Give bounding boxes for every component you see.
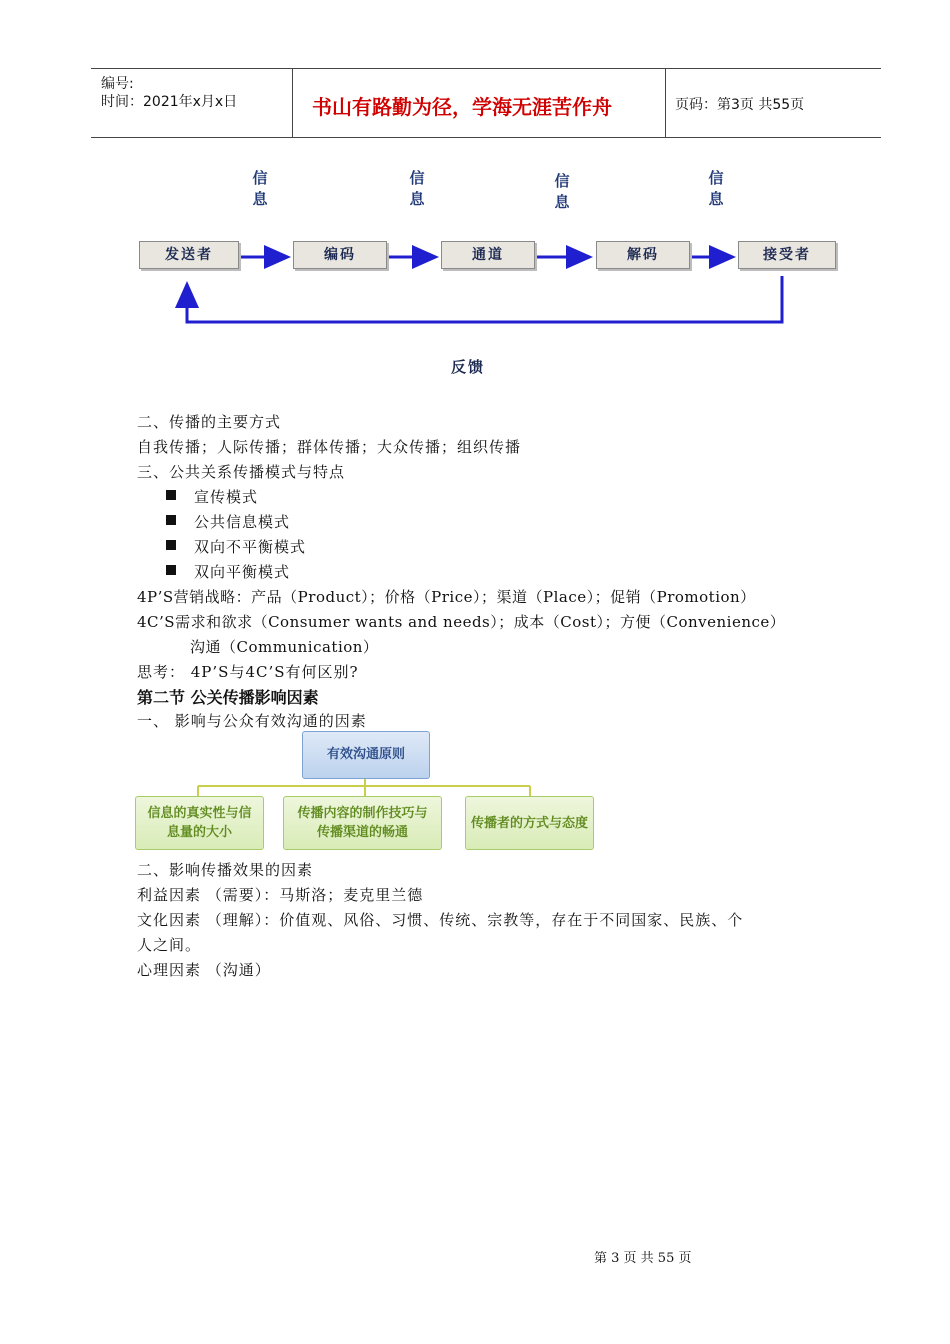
header-page-cell <box>665 69 881 137</box>
principle-leaf-1-line2: 息量的大小 <box>166 825 232 840</box>
list-item: 双向平衡模式 <box>194 563 291 581</box>
info-label-2: 信 息 <box>409 169 425 208</box>
header-table <box>91 68 881 138</box>
node-receiver: 接受者 <box>738 241 836 269</box>
section3-heading: 三、公共关系传播模式与特点 <box>137 463 346 481</box>
node-decode: 解码 <box>596 241 690 269</box>
section2-modes: 自我传播；人际传播；群体传播；大众传播；组织传播 <box>137 438 522 456</box>
bullet-icon <box>166 515 176 525</box>
four-c-line2: 沟通（Communication） <box>190 638 379 656</box>
principle-leaf-1 <box>135 796 264 850</box>
principle-leaf-3 <box>465 796 594 850</box>
page-info: 页码：第3页 共55页 <box>675 97 805 113</box>
feedback-arrow <box>187 276 782 322</box>
principle-root: 有效沟通原则 <box>302 731 430 779</box>
header-left-cell <box>91 69 293 137</box>
bullet-icon <box>166 490 176 500</box>
effects-culture-line1: 文化因素 （理解）：价值观、风俗、习惯、传统、宗教等，存在于不同国家、民族、个 <box>137 911 744 929</box>
info-label-1: 信 息 <box>252 169 268 208</box>
header-motto-cell <box>292 69 666 137</box>
effects-psych: 心理因素 （沟通） <box>137 961 271 979</box>
chapter-sub1: 一、 影响与公众有效沟通的因素 <box>137 712 367 730</box>
page-footer: 第 3 页 共 55 页 <box>594 1251 692 1266</box>
list-item: 双向不平衡模式 <box>194 538 307 556</box>
principle-leaf-2-line2: 传播渠道的畅通 <box>316 825 408 840</box>
chapter-title: 第二节 公关传播影响因素 <box>137 688 319 707</box>
communication-flow-diagram <box>130 160 850 390</box>
principle-leaf-2 <box>283 796 442 850</box>
serial-label: 编号: <box>101 76 134 92</box>
principle-leaf-2-line1: 传播内容的制作技巧与 <box>297 806 428 821</box>
node-encode: 编码 <box>293 241 387 269</box>
think-question: 思考： 4P’S与4C’S有何区别? <box>137 663 359 681</box>
info-label-3: 信 息 <box>554 172 570 211</box>
node-sender: 发送者 <box>139 241 239 269</box>
motto: 书山有路勤为径，学海无涯苦作舟 <box>312 95 612 119</box>
bullet-icon <box>166 565 176 575</box>
list-item: 宣传模式 <box>194 488 259 506</box>
feedback-label: 反馈 <box>451 358 486 376</box>
flow-arrows <box>130 160 850 390</box>
info-label-4: 信 息 <box>708 169 724 208</box>
effects-heading: 二、影响传播效果的因素 <box>137 861 314 879</box>
effects-culture-line2: 人之间。 <box>137 936 202 954</box>
four-c-line1: 4C’S需求和欲求（Consumer wants and needs）；成本（Cost）；方便（Convenience） <box>137 613 786 631</box>
four-p-line: 4P’S营销战略：产品（Product）；价格（Price）；渠道（Place）；促销（Promotion） <box>137 588 756 606</box>
node-channel: 通道 <box>441 241 535 269</box>
section2-heading: 二、传播的主要方式 <box>137 413 282 431</box>
time-label: 时间：2021年x月x日 <box>101 94 238 110</box>
effects-interest: 利益因素 （需要）：马斯洛；麦克里兰德 <box>137 886 424 904</box>
principle-leaf-3-line1: 传播者的方式与态度 <box>470 815 588 831</box>
principle-leaf-1-line1: 信息的真实性与信 <box>147 806 252 821</box>
bullet-icon <box>166 540 176 550</box>
list-item: 公共信息模式 <box>194 513 291 531</box>
